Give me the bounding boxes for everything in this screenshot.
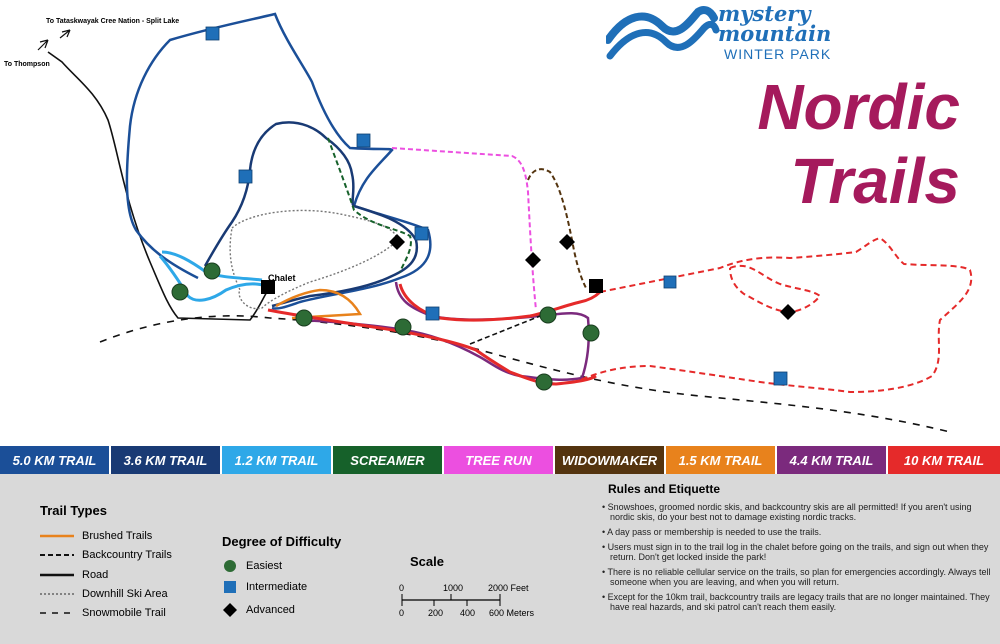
difficulty-intermediate	[222, 579, 307, 595]
trail-type-label: Snowmobile Trail	[82, 607, 166, 619]
trail-types-heading: Trail Types	[40, 503, 107, 518]
legend-bar-label: 5.0 KM TRAIL	[12, 452, 97, 468]
rule-item: • Users must sign in to the trail log in the chalet before going on the trails, and sign out when they return. Don't get locked inside the park!	[602, 542, 989, 562]
advanced-markers	[389, 234, 796, 320]
page-title-line1: Nordic	[757, 71, 960, 143]
downhill-line-icon	[40, 591, 74, 597]
road	[48, 52, 268, 320]
chalet-label: Chalet	[268, 273, 296, 283]
difficulty-label: Advanced	[246, 604, 295, 616]
legend-bar-item-widowmaker	[555, 446, 666, 474]
trail-type-brushed	[40, 529, 152, 543]
legend-bar-item-44km	[777, 446, 888, 474]
trail-legend-bar	[0, 446, 1000, 474]
legend-bar-item-15km	[666, 446, 777, 474]
rules-list	[602, 502, 992, 617]
intermediate-markers	[206, 27, 787, 385]
legend-bar-item-screamer	[333, 446, 444, 474]
trail-type-backcountry	[40, 548, 172, 562]
trail-type-label: Downhill Ski Area	[82, 588, 168, 600]
rules-heading: Rules and Etiquette	[608, 482, 721, 496]
legend-bar-item-5km	[0, 446, 111, 474]
scale-meters-400: 400	[460, 608, 476, 618]
rule-text: A day pass or membership is needed to use the trails.	[607, 527, 822, 537]
page-title-line2: Trails	[790, 145, 960, 217]
trail-screamer	[328, 138, 411, 272]
south-road-label: To Thompson	[4, 61, 50, 68]
trail-type-downhill	[40, 587, 168, 601]
rule-item: • Snowshoes, groomed nordic skis, and backcountry skis are all permitted! If you aren't using nordic skis, do your best not to damage existing nordic tracks.	[602, 502, 972, 522]
trail-type-label: Road	[82, 569, 109, 581]
scale-meters-200: 200	[428, 608, 444, 618]
legend-bar-label: 1.5 KM TRAIL	[678, 452, 763, 468]
rule-item: • There is no reliable cellular service on the trails, so plan for emergencies accordingly. Always tell someone when you are leaving, and when you will return.	[602, 567, 991, 587]
downhill-ski-area	[230, 210, 396, 308]
trail-5km	[127, 14, 430, 309]
trail-tree-run	[392, 148, 536, 310]
trail-type-label: Brushed Trails	[82, 530, 153, 542]
legend-bar-label: 10 KM TRAIL	[903, 452, 985, 468]
trail-type-road	[40, 568, 108, 582]
trail-type-snowmobile	[40, 606, 166, 620]
legend-bar-label: WIDOWMAKER	[561, 452, 658, 468]
brand-subtitle: WINTER PARK	[724, 46, 832, 62]
snowmobile-trail	[100, 316, 950, 432]
brand-name	[718, 1, 832, 46]
black-diamond-icon	[222, 602, 238, 618]
scale-meters-0: 0	[399, 608, 405, 618]
rule-item: • A day pass or membership is needed to use the trails.	[602, 527, 822, 537]
rule-item: • Except for the 10km trail, backcountry trails are legacy trails that are no longer maintained. They have real hazards, and ski patrol can't reach them easily.	[602, 592, 990, 612]
road-arrow	[38, 40, 48, 50]
difficulty-label: Easiest	[246, 560, 283, 572]
rule-text: There is no reliable cellular service on the trails, so plan for emergencies accordingly. Always tell someone when you are leaving, and when you will return.	[607, 567, 991, 587]
brand-line1: mystery	[718, 1, 811, 26]
difficulty-label: Intermediate	[246, 581, 308, 593]
scale-feet-0: 0	[399, 583, 405, 593]
snowmobile-line-icon	[40, 610, 74, 616]
blue-square-icon	[222, 579, 238, 595]
trail-widowmaker	[528, 169, 586, 288]
legend-bar-item-10km	[888, 446, 1000, 474]
rule-text: Users must sign in to the trail log in the chalet before going on the trails, and sign out when they return. Don't get locked inside the park!	[607, 542, 989, 562]
road-line-icon	[40, 572, 74, 578]
legend-bar-item-12km	[222, 446, 333, 474]
scale-feet-2000: 2000 Feet	[488, 583, 529, 593]
north-road-label: To Tataskwayak Cree Nation - Split Lake	[46, 18, 180, 25]
scale-heading: Scale	[410, 554, 444, 569]
scale-meters-600: 600 Meters	[489, 608, 535, 618]
rule-text: Snowshoes, groomed nordic skis, and backcountry skis are all permitted! If you aren't using nordic skis, do your best not to damage existing nordic tracks.	[607, 502, 972, 522]
legend-bar-item-tree-run	[444, 446, 555, 474]
rule-text: Except for the 10km trail, backcountry trails are legacy trails that are no longer maintained. They have real hazards, and ski patrol can't reach them easily.	[607, 592, 990, 612]
scale-feet-1000: 1000	[443, 583, 464, 593]
legend-bar-label: SCREAMER	[350, 452, 425, 468]
widowmaker-end-icon	[589, 279, 603, 293]
difficulty-advanced	[222, 602, 295, 618]
legend-bar-item-36km	[111, 446, 222, 474]
green-circle-icon	[222, 558, 238, 574]
legend-bar-label: 1.2 KM TRAIL	[234, 452, 319, 468]
legend-bar-label: 4.4 KM TRAIL	[789, 452, 874, 468]
legend-bar-label: TREE RUN	[465, 452, 532, 468]
legend-bar-label: 3.6 KM TRAIL	[123, 452, 208, 468]
brushed-trail-line-icon	[40, 533, 74, 539]
trail-type-label: Backcountry Trails	[82, 549, 172, 561]
difficulty-heading: Degree of Difficulty	[222, 534, 342, 549]
scale-bar	[400, 592, 510, 608]
backcountry-line-icon	[40, 552, 74, 558]
difficulty-easiest	[222, 558, 282, 574]
brand-line2: mountain	[718, 21, 832, 46]
